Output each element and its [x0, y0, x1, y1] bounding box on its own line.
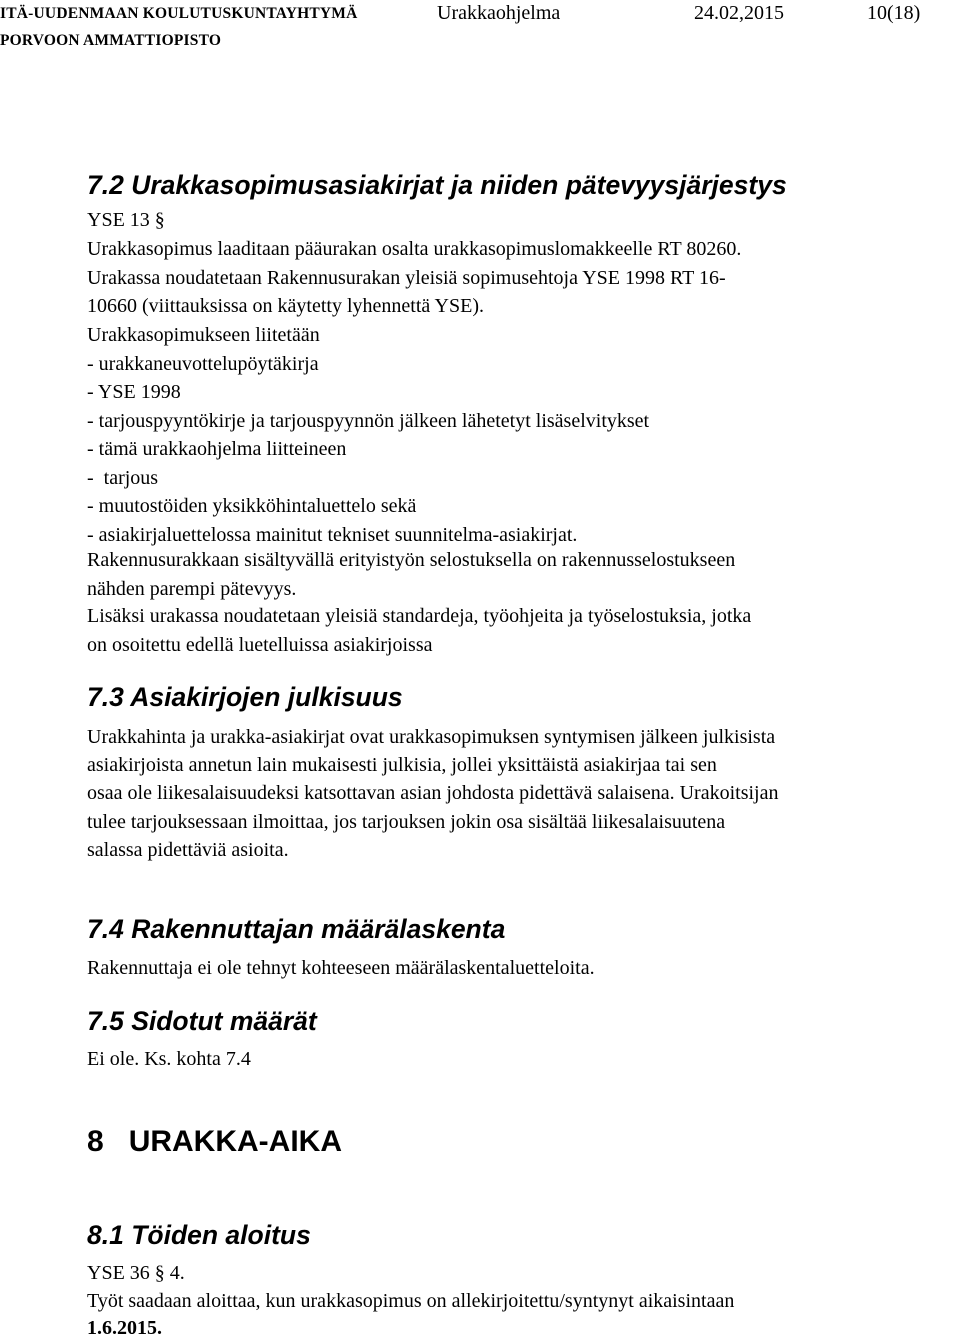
heading-7-4: 7.4 Rakennuttajan määrälaskenta: [87, 914, 506, 944]
text-line: osaa ole liikesalaisuudeksi katsottavan asian johdosta pidettävä salaisena. Urakoitsijan: [87, 782, 779, 804]
list-item: - urakkaneuvottelupöytäkirja: [87, 353, 319, 375]
page-header: [0, 0, 960, 50]
text-line: nähden parempi pätevyys.: [87, 578, 297, 600]
text-line: Urakkasopimukseen liitetään: [87, 324, 320, 346]
text-line: Rakennuttaja ei ole tehnyt kohteeseen määrälaskentaluetteloita.: [87, 957, 595, 979]
text-line: Urakkahinta ja urakka-asiakirjat ovat urakkasopimuksen syntymisen jälkeen julkisista: [87, 726, 776, 748]
text-line: Urakkasopimus laaditaan pääurakan osalta urakkasopimuslomakkeelle RT 80260.: [87, 238, 742, 260]
text-line: YSE 36 § 4.: [87, 1262, 185, 1284]
list-item: - asiakirjaluettelossa mainitut tekniset suunnitelma-asiakirjat.: [87, 524, 578, 546]
list-item: - muutostöiden yksikköhintaluettelo sekä: [87, 495, 417, 517]
text-line: Rakennusurakkaan sisältyvällä erityistyön selostuksella on rakennusselostukseen: [87, 549, 736, 571]
list-item: - tarjous: [87, 467, 159, 489]
text-line: asiakirjoista annetun lain mukaisesti julkisia, jollei yksittäistä asiakirjaa tai sen: [87, 754, 717, 776]
list-item: - tämä urakkaohjelma liitteineen: [87, 438, 347, 460]
text-line: Ei ole. Ks. kohta 7.4: [87, 1048, 251, 1070]
text-line: 10660 (viittauksissa on käytetty lyhennettä YSE).: [87, 295, 484, 317]
header-page-number: 10(18): [867, 2, 921, 24]
heading-7-2: 7.2 Urakkasopimusasiakirjat ja niiden pätevyysjärjestys: [87, 170, 787, 200]
text-line: YSE 13 §: [87, 209, 165, 231]
text-line: salassa pidettäviä asioita.: [87, 839, 289, 861]
list-item: - YSE 1998: [87, 381, 181, 403]
heading-8-1: 8.1 Töiden aloitus: [87, 1220, 311, 1250]
start-date: 1.6.2015.: [87, 1317, 162, 1339]
text-line: Lisäksi urakassa noudatetaan yleisiä standardeja, työohjeita ja työselostuksia, jotka: [87, 605, 752, 627]
header-document-title: Urakkaohjelma: [437, 2, 561, 24]
header-date: 24.02,2015: [694, 2, 784, 24]
header-school: PORVOON AMMATTIOPISTO: [0, 32, 222, 49]
text-line: Työt saadaan aloittaa, kun urakkasopimus on allekirjoitettu/syntynyt aikaisintaan: [87, 1290, 735, 1312]
heading-8: 8 URAKKA-AIKA: [87, 1125, 342, 1158]
text-line: tulee tarjouksessaan ilmoittaa, jos tarjouksen jokin osa sisältää liikesalaisuutena: [87, 811, 726, 833]
heading-7-3: 7.3 Asiakirjojen julkisuus: [87, 682, 403, 712]
text-line: Urakassa noudatetaan Rakennusurakan yleisiä sopimusehtoja YSE 1998 RT 16-: [87, 267, 726, 289]
list-item: - tarjouspyyntökirje ja tarjouspyynnön jälkeen lähetetyt lisäselvitykset: [87, 410, 650, 432]
text-line: on osoitettu edellä luetelluissa asiakirjoissa: [87, 634, 433, 656]
header-organization: ITÄ-UUDENMAAN KOULUTUSKUNTAYHTYMÄ: [0, 5, 358, 22]
heading-7-5: 7.5 Sidotut määrät: [87, 1006, 317, 1036]
